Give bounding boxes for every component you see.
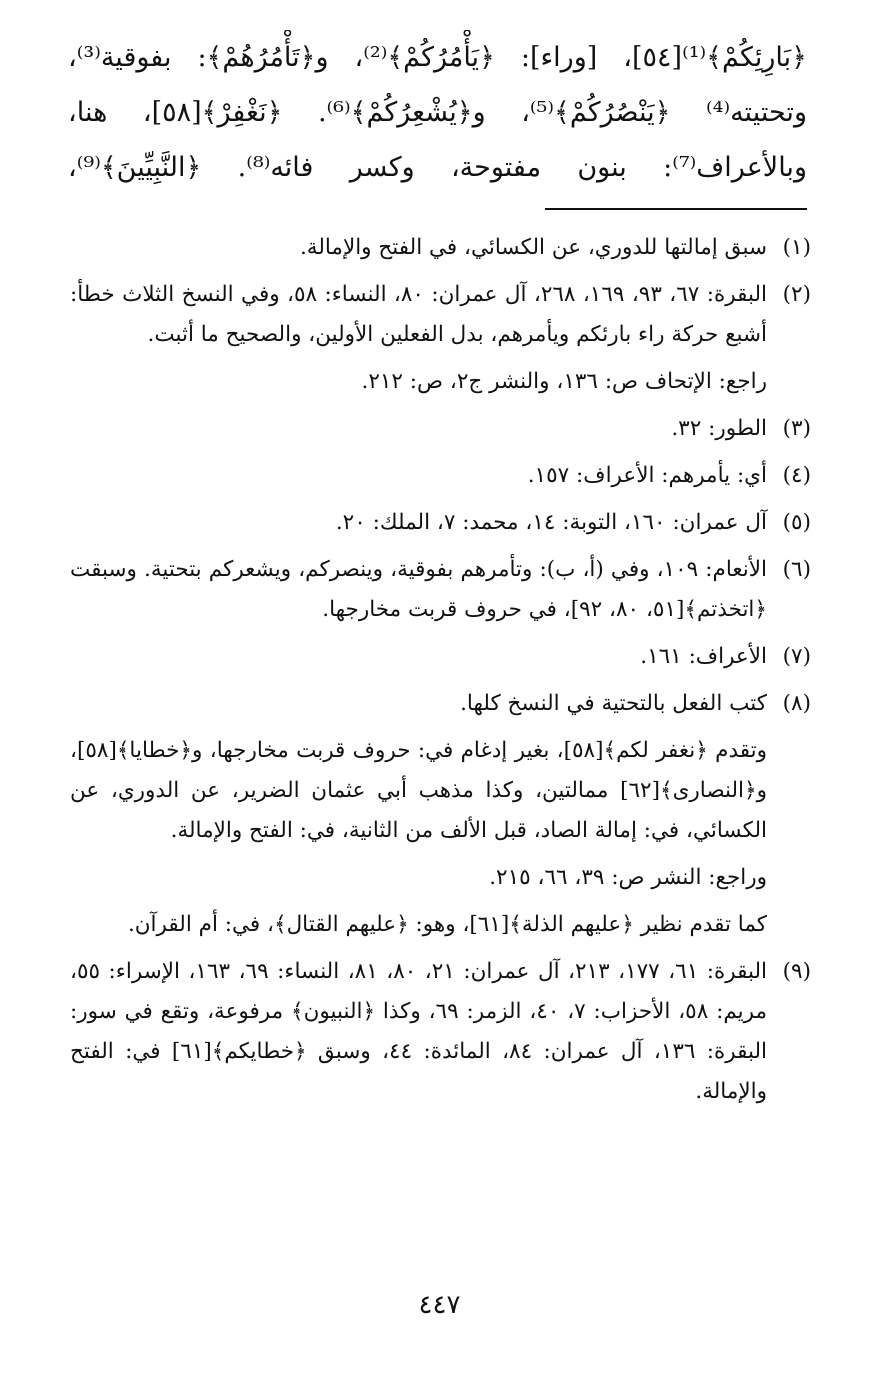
footnote [70, 637, 811, 677]
footnote-text: أي: يأمرهم: الأعراف: ١٥٧. [527, 463, 767, 488]
footnotes [70, 228, 811, 1119]
footnote-continuation: وتقدم ﴿نغفر لكم﴾[٥٨]، بغير إدغام في: حروف قربت مخارجها، و﴿خطايا﴾[٥٨]، و﴿النصارى﴾[٦٢] ممالتين، وكذا مذهب أبي عثمان الضرير، عن الدوري، عن الكسائي، في: إمالة الصاد، قبل الألف من الثانية، في: الفتح والإمالة. [70, 738, 767, 843]
footnote-body [70, 952, 767, 1112]
footnote-text: الأعراف: ١٦١. [640, 644, 767, 669]
footnote-number: (١) [782, 235, 811, 260]
footnote-body [70, 637, 767, 677]
footnote [70, 409, 811, 449]
footnote [70, 228, 811, 268]
main-line: وبالأعراف⁽⁷⁾: بنون مفتوحة، وكسر فائه⁽⁸⁾. ﴿النَّبِيِّينَ﴾⁽⁹⁾، [68, 152, 807, 183]
footnote-number: (٤) [782, 463, 811, 488]
main-line: ﴿بَارِئِكُمْ﴾⁽¹⁾[٥٤]، [وراء]: ﴿يَأْمُرُكُمْ﴾⁽²⁾، و﴿تَأْمُرُهُمْ﴾: بفوقية⁽³⁾، [68, 42, 807, 73]
footnote-number: (٢) [782, 282, 811, 307]
footnote-separator [545, 208, 807, 210]
footnote-text: سبق إمالتها للدوري، عن الكسائي، في الفتح والإمالة. [299, 235, 767, 260]
footnote-text: البقرة: ٦٧، ٩٣، ١٦٩، ٢٦٨، آل عمران: ٨٠، النساء: ٥٨، وفي النسخ الثلاث خطأ: أشبع حركة راء بارئكم ويأمرهم، بدل الفعلين الأولين، والصحيح ما أثبت. [70, 282, 767, 347]
main-line: وتحتيته⁽⁴⁾ ﴿يَنْصُرُكُمْ﴾⁽⁵⁾، و﴿يُشْعِرُكُمْ﴾⁽⁶⁾. ﴿نَغْفِرْ﴾[٥٨]، هنا، [68, 97, 807, 128]
footnote-body [70, 275, 767, 402]
footnote [70, 275, 811, 402]
footnote-text: الأنعام: ١٠٩، وفي (أ، ب): وتأمرهم بفوقية، وينصركم، ويشعركم بتحتية. وسبقت ﴿اتخذتم﴾[٥١، ٨٠، ٩٢]، في حروف قربت مخارجها. [70, 557, 768, 622]
footnote-body [70, 684, 767, 724]
footnote-number: (٨) [782, 691, 811, 716]
main-text [68, 30, 807, 195]
footnote-text: كتب الفعل بالتحتية في النسخ كلها. [460, 691, 767, 716]
footnote-text: الطور: ٣٢. [671, 416, 767, 441]
footnote [70, 952, 811, 1112]
footnote-body [70, 228, 767, 268]
footnote-text: آل عمران: ١٦٠، التوبة: ١٤، محمد: ٧، الملك: ٢٠. [335, 510, 767, 535]
page-number: ٤٤٧ [418, 1290, 461, 1320]
footnote-body [70, 550, 767, 630]
footnote-text: راجع: الإتحاف ص: ١٣٦، والنشر ج٢، ص: ٢١٢. [361, 369, 767, 394]
footnote-number: (٩) [782, 959, 811, 984]
footnote-continuation: كما تقدم نظير ﴿عليهم الذلة﴾[٦١]، وهو: ﴿عليهم القتال﴾، في: أم القرآن. [127, 912, 767, 937]
footnote-text: البقرة: ٦١، ١٧٧، ٢١٣، آل عمران: ٢١، ٨٠، ٨١، النساء: ٦٩، ١٦٣، الإسراء: ٥٥، مريم: ٥٨، الأحزاب: ٧، ٤٠، الزمر: ٦٩، وكذا ﴿النبيون﴾ مرفوعة، وتقع في سور: البقرة: ١٣٦، آل عمران: ٨٤، المائدة: ٤٤، وسبق ﴿خطايكم﴾[٦١] في: الفتح والإمالة. [70, 959, 768, 1104]
footnote [70, 550, 811, 630]
footnote-body [70, 503, 767, 543]
footnote [70, 503, 811, 543]
footnote-number: (٣) [782, 416, 811, 441]
footnote-number: (٧) [782, 644, 811, 669]
footnote-continuation: وراجع: النشر ص: ٣٩، ٦٦، ٢١٥. [489, 865, 767, 890]
footnote [70, 684, 811, 724]
footnote-body [70, 456, 767, 496]
footnote-body [70, 409, 767, 449]
footnote [70, 456, 811, 496]
footnote-number: (٥) [782, 510, 811, 535]
footnote-number: (٦) [782, 557, 811, 582]
